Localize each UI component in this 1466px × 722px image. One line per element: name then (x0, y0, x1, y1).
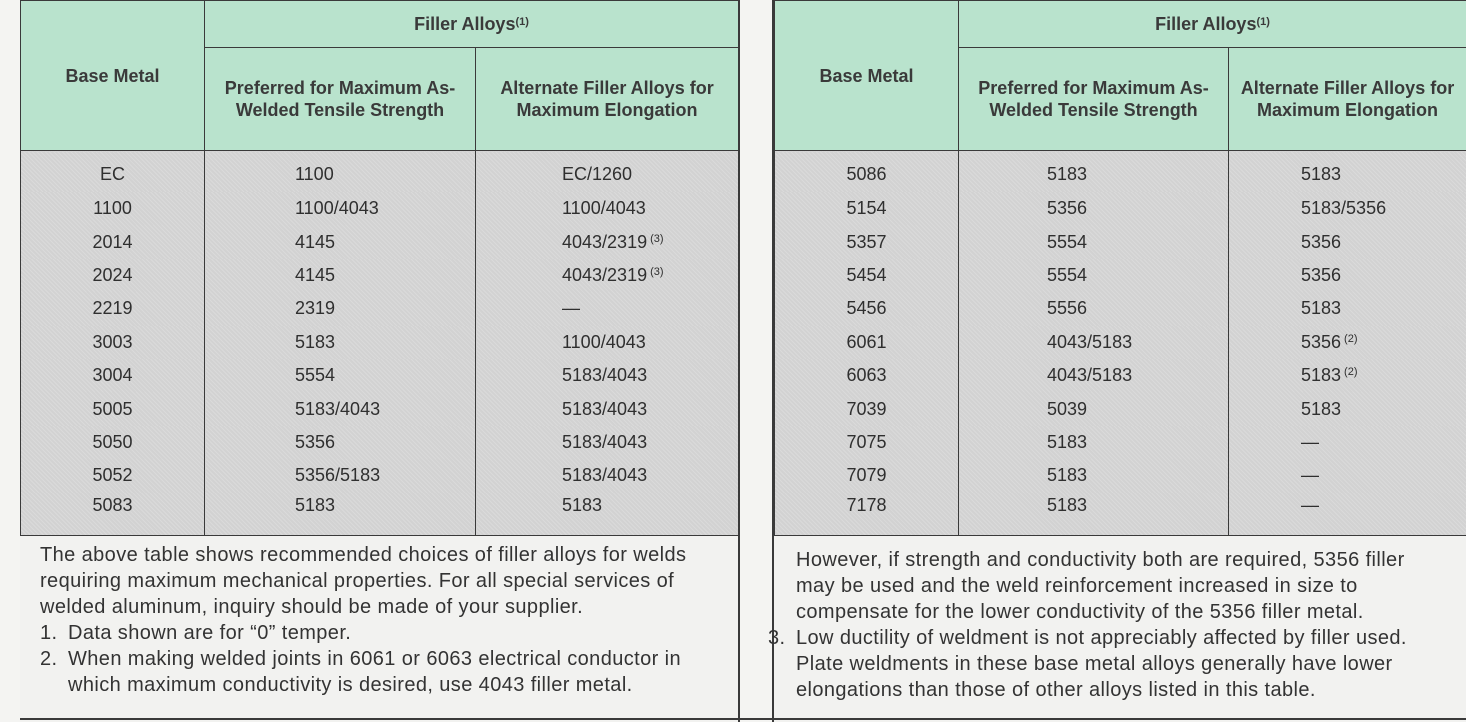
cell-value: 2024 (92, 264, 133, 285)
header-alternate: Alternate Filler Alloys for Maximum Elongation (476, 48, 739, 151)
cell-value: 5083 (92, 494, 133, 515)
note-text: When making welded joints in 6061 or 6063 electrical conductor in which maximum conductivity is desired, use 4043 filler metal. (68, 648, 682, 696)
alternate-filler-cell (1229, 459, 1466, 492)
cell-value: 1100/4043 (562, 331, 646, 352)
alternate-filler-cell (476, 392, 739, 425)
cell-value: — (1301, 465, 1319, 486)
cell-value: 5183/5356 (1301, 198, 1387, 219)
cell-value: 5183 (1047, 431, 1088, 452)
notes-left (40, 542, 732, 698)
alternate-filler-cell (1229, 426, 1466, 459)
cell-value: 5039 (1047, 398, 1088, 419)
cell-value: 1100/4043 (295, 198, 379, 219)
alternate-filler-cell (476, 426, 739, 459)
cell-value: 5183/4043 (562, 398, 648, 419)
cell-value: 5183 (295, 494, 336, 515)
note-3 (768, 625, 1448, 703)
note-number: 3. (768, 627, 786, 649)
cell-value: 5154 (846, 198, 887, 219)
cell-value: 6063 (846, 365, 887, 386)
footnote-ref: (2) (1344, 332, 1358, 345)
preferred-filler-cell (205, 259, 476, 292)
filler-alloy-table-right (774, 0, 1466, 536)
cell-value: 5554 (1047, 231, 1088, 252)
preferred-filler-cell (205, 359, 476, 392)
table-row (21, 225, 739, 258)
footnote-ref: (3) (650, 265, 664, 278)
cell-value: 5183 (1301, 298, 1342, 319)
preferred-filler-cell (205, 459, 476, 492)
preferred-filler-cell (205, 326, 476, 359)
base-metal-cell (775, 493, 959, 536)
alternate-filler-cell (1229, 151, 1466, 193)
footnote-ref: (3) (650, 232, 664, 245)
preferred-filler-cell (959, 259, 1229, 292)
cell-value: 5356 (1301, 231, 1342, 252)
preferred-filler-cell (959, 359, 1229, 392)
alternate-filler-cell (476, 292, 739, 325)
table-body-right (775, 151, 1466, 536)
base-metal-cell (775, 151, 959, 193)
table-row (775, 493, 1466, 536)
base-metal-cell (775, 392, 959, 425)
base-metal-cell (21, 225, 205, 258)
cell-value: — (1301, 494, 1319, 515)
cell-value: 5086 (846, 164, 887, 184)
table-row (21, 151, 739, 193)
alternate-filler-cell (1229, 493, 1466, 536)
preferred-filler-cell (959, 392, 1229, 425)
cell-value: 3003 (92, 331, 133, 352)
cell-value: 4043/5183 (1047, 331, 1133, 352)
preferred-filler-cell (205, 225, 476, 258)
notes-intro: The above table shows recommended choices of filler alloys for welds requiring maximum mechanical properties. For all special services of welded aluminum, inquiry should be made of your supplier. (40, 544, 687, 618)
base-metal-cell (775, 426, 959, 459)
cell-value: 5454 (846, 264, 887, 285)
table-row (21, 326, 739, 359)
cell-value: 2219 (92, 298, 133, 319)
cell-value: 4043/2319 (562, 264, 648, 285)
cell-value: 5183/4043 (295, 398, 381, 419)
alternate-filler-cell (476, 326, 739, 359)
base-metal-cell (775, 259, 959, 292)
cell-value: — (562, 298, 580, 319)
header-filler-alloys: Filler Alloys$^{(1)}$ (959, 1, 1466, 48)
cell-value: 5052 (92, 465, 133, 486)
notes-right (768, 547, 1448, 703)
cell-value: 5183 (295, 331, 336, 352)
cell-value: 2319 (295, 298, 336, 319)
base-metal-cell (21, 292, 205, 325)
table-row (775, 426, 1466, 459)
header-preferred: Preferred for Maximum As-Welded Tensile Strength (205, 48, 476, 151)
table-row (775, 392, 1466, 425)
header-filler-alloys: Filler Alloys$^{(1)}$ (205, 1, 739, 48)
header-base-metal: Base Metal (775, 1, 959, 151)
table-row (21, 392, 739, 425)
cell-value: 4043/2319 (562, 231, 648, 252)
base-metal-cell (21, 392, 205, 425)
preferred-filler-cell (205, 392, 476, 425)
alternate-filler-cell (1229, 192, 1466, 225)
base-metal-cell (21, 151, 205, 193)
base-metal-cell (21, 426, 205, 459)
cell-value: 5183 (1047, 164, 1088, 184)
cell-value: 7039 (846, 398, 887, 419)
cell-value: 5183 (1301, 398, 1342, 419)
base-metal-cell (775, 359, 959, 392)
preferred-filler-cell (959, 151, 1229, 193)
table-row (775, 292, 1466, 325)
alternate-filler-cell (1229, 225, 1466, 258)
cell-value: EC (99, 164, 125, 184)
cell-value: 6061 (846, 331, 887, 352)
table-row (21, 426, 739, 459)
alternate-filler-cell (1229, 359, 1466, 392)
alternate-filler-cell (476, 493, 739, 536)
cell-value: 5554 (295, 365, 336, 386)
cell-value: 5183 (1301, 164, 1342, 184)
cell-value: 5183 (562, 494, 603, 515)
base-metal-cell (21, 359, 205, 392)
table-row (775, 359, 1466, 392)
preferred-filler-cell (959, 493, 1229, 536)
preferred-filler-cell (959, 326, 1229, 359)
preferred-filler-cell (959, 459, 1229, 492)
cell-value: 7079 (846, 465, 887, 486)
preferred-filler-cell (959, 225, 1229, 258)
table-row (21, 459, 739, 492)
cell-value: 5356 (1047, 198, 1088, 219)
cell-value: 2014 (92, 231, 133, 252)
base-metal-cell (21, 459, 205, 492)
alternate-filler-cell (476, 259, 739, 292)
cell-value: 5357 (846, 231, 887, 252)
cell-value: 5183 (1047, 465, 1088, 486)
table-row (21, 359, 739, 392)
cell-value: 5356 (1301, 331, 1342, 352)
header-base-metal: Base Metal (21, 1, 205, 151)
cell-value: 5183/4043 (562, 365, 648, 386)
table-row (21, 259, 739, 292)
cell-value: 4043/5183 (1047, 365, 1133, 386)
base-metal-cell (775, 192, 959, 225)
alternate-filler-cell (476, 225, 739, 258)
cell-value: EC/1260 (562, 164, 633, 184)
cell-value: 5183/4043 (562, 465, 648, 486)
alternate-filler-cell (1229, 326, 1466, 359)
table-row (775, 151, 1466, 193)
table-row (775, 459, 1466, 492)
cell-value: 5183 (1047, 494, 1088, 515)
cell-value: 4145 (295, 231, 336, 252)
preferred-filler-cell (959, 426, 1229, 459)
alternate-filler-cell (1229, 392, 1466, 425)
alternate-filler-cell (476, 192, 739, 225)
note-number: 2. (40, 648, 58, 670)
cell-value: 5183 (1301, 365, 1342, 386)
table-row (775, 225, 1466, 258)
cell-value: 5554 (1047, 264, 1088, 285)
alternate-filler-cell (1229, 259, 1466, 292)
center-gutter (740, 0, 772, 722)
base-metal-cell (775, 326, 959, 359)
cell-value: 1100 (295, 164, 334, 184)
cell-value: 4145 (295, 264, 336, 285)
cell-value: 3004 (92, 365, 133, 386)
cell-value: 7178 (846, 494, 887, 515)
table-row (775, 326, 1466, 359)
preferred-filler-cell (959, 192, 1229, 225)
note-2-continued: However, if strength and conductivity both are required, 5356 filler may be used and the weld reinforcement increased in size to compensate for the lower conductivity of the 5356 filler metal. (796, 549, 1405, 623)
base-metal-cell (21, 259, 205, 292)
preferred-filler-cell (205, 192, 476, 225)
cell-value: 5050 (92, 431, 133, 452)
cell-value: 5005 (92, 398, 133, 419)
note-text: Low ductility of weldment is not appreciably affected by filler used. Plate weldments in these base metal alloys generally have lower elongations than those of other alloys listed in this table. (796, 627, 1407, 701)
cell-value: 5356 (1301, 264, 1342, 285)
cell-value: 5183/4043 (562, 431, 648, 452)
cell-value: 5356/5183 (295, 465, 381, 486)
cell-value: 1100 (93, 198, 132, 219)
base-metal-cell (21, 192, 205, 225)
base-metal-cell (775, 225, 959, 258)
alternate-filler-cell (476, 151, 739, 193)
base-metal-cell (21, 326, 205, 359)
table-row (775, 192, 1466, 225)
alternate-filler-cell (476, 459, 739, 492)
table-body-left (21, 151, 739, 536)
table-row (21, 292, 739, 325)
cell-value: 5356 (295, 431, 336, 452)
base-metal-cell (775, 459, 959, 492)
preferred-filler-cell (205, 292, 476, 325)
alternate-filler-cell (476, 359, 739, 392)
footnote-ref: (2) (1344, 366, 1358, 379)
preferred-filler-cell (205, 493, 476, 536)
base-metal-cell (21, 493, 205, 536)
cell-value: 5456 (846, 298, 887, 319)
note-2 (40, 646, 732, 698)
cell-value: — (1301, 431, 1319, 452)
header-preferred: Preferred for Maximum As-Welded Tensile Strength (959, 48, 1229, 151)
note-1 (40, 620, 732, 646)
table-row (21, 192, 739, 225)
filler-alloy-table-left (20, 0, 739, 536)
preferred-filler-cell (959, 292, 1229, 325)
bottom-rule (20, 718, 1466, 720)
table-row (775, 259, 1466, 292)
preferred-filler-cell (205, 426, 476, 459)
preferred-filler-cell (205, 151, 476, 193)
note-text: Data shown are for “0” temper. (68, 622, 352, 644)
base-metal-cell (775, 292, 959, 325)
header-alternate: Alternate Filler Alloys for Maximum Elongation (1229, 48, 1466, 151)
cell-value: 1100/4043 (562, 198, 646, 219)
cell-value: 5556 (1047, 298, 1088, 319)
table-row (21, 493, 739, 536)
alternate-filler-cell (1229, 292, 1466, 325)
cell-value: 7075 (846, 431, 887, 452)
note-number: 1. (40, 622, 58, 644)
